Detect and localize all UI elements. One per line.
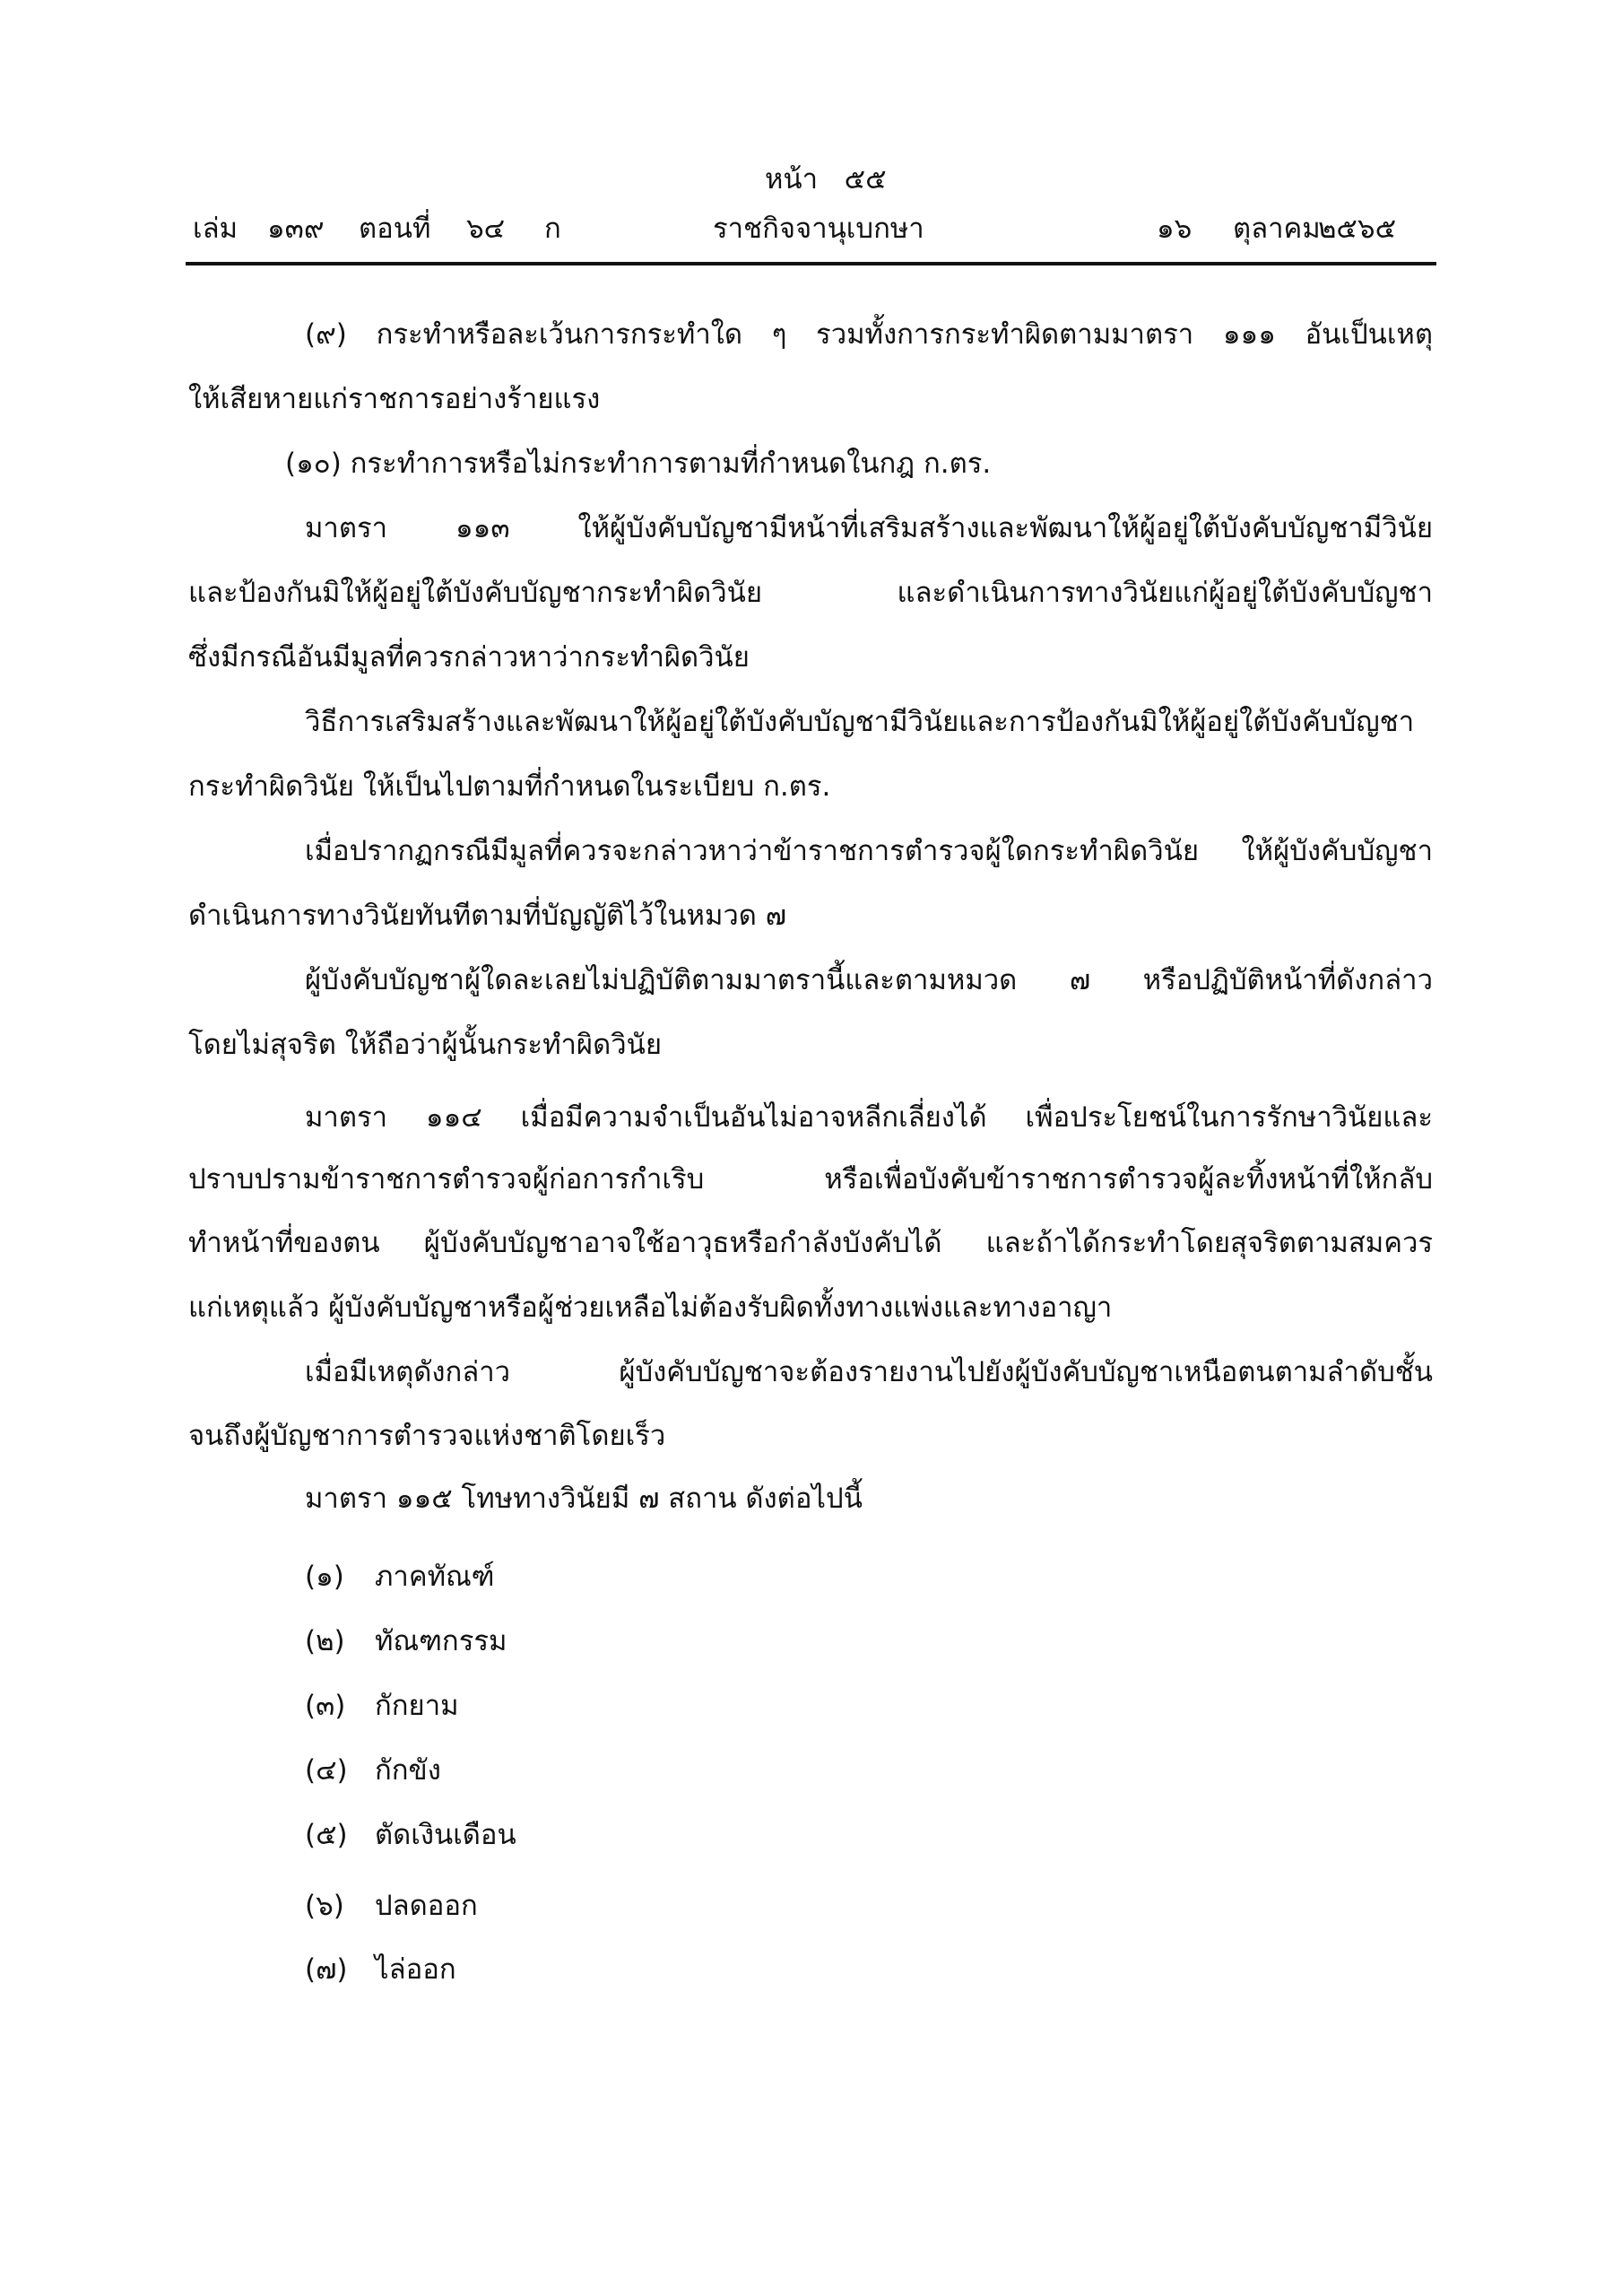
body-line-section-113: มาตรา ๑๑๓ ให้ผู้บังคับบัญชามีหน้าที่เสริมสร้างและพัฒนาให้ผู้อยู่ใต้บังคับบัญชามีวินัย: [305, 512, 1433, 544]
penalty-number: (๖): [305, 1890, 344, 1922]
date-year: ๒๕๖๕: [1318, 213, 1397, 245]
body-line: แก่เหตุแล้ว ผู้บังคับบัญชาหรือผู้ช่วยเหลือไม่ต้องรับผิดทั้งทางแพ่งและทางอาญา: [188, 1292, 1113, 1324]
body-line: ดำเนินการทางวินัยทันทีตามที่บัญญัติไว้ในหมวด ๗: [188, 900, 787, 932]
volume-label: เล่ม: [193, 213, 239, 245]
penalty-number: (๑): [305, 1561, 344, 1593]
date-month: ตุลาคม: [1233, 213, 1321, 245]
penalty-item: [305, 1622, 507, 1661]
body-line-paragraph: เมื่อปรากฏกรณีมีมูลที่ควรจะกล่าวหาว่าข้าราชการตำรวจผู้ใดกระทำผิดวินัย ให้ผู้บังคับบัญชา: [305, 835, 1433, 867]
penalty-number: (๗): [305, 1953, 348, 1986]
issue-number: ๖๔: [466, 213, 506, 245]
page-label: หน้า: [765, 163, 819, 196]
body-line-section-115: มาตรา ๑๑๕ โทษทางวินัยมี ๗ สถาน ดังต่อไปนี้: [305, 1483, 863, 1515]
penalty-label: ทัณฑกรรม: [375, 1625, 507, 1657]
issue-label: ตอนที่: [359, 213, 431, 245]
publication-title: ราชกิจจานุเบกษา: [713, 213, 924, 245]
penalty-label: ไล่ออก: [375, 1953, 456, 1986]
body-line-paragraph: ผู้บังคับบัญชาผู้ใดละเลยไม่ปฏิบัติตามมาตรานี้และตามหมวด ๗ หรือปฏิบัติหน้าที่ดังกล่าว: [305, 964, 1433, 996]
page-number: ๕๕: [844, 163, 887, 196]
body-line: กระทำผิดวินัย ให้เป็นไปตามที่กำหนดในระเบียบ ก.ตร.: [188, 770, 831, 803]
penalty-label: กักขัง: [375, 1754, 441, 1787]
date-day: ๑๖: [1157, 213, 1193, 245]
penalty-number: (๓): [305, 1690, 346, 1722]
body-line: ทำหน้าที่ของตน ผู้บังคับบัญชาอาจใช้อาวุธหรือกำลังบังคับได้ และถ้าได้กระทำโดยสุจริตตามสมควร: [188, 1227, 1433, 1259]
body-line-clause-9: (๙) กระทำหรือละเว้นการกระทำใด ๆ รวมทั้งการกระทำผิดตามมาตรา ๑๑๑ อันเป็นเหตุ: [305, 318, 1433, 351]
penalty-label: กักยาม: [375, 1690, 459, 1722]
body-line-paragraph: วิธีการเสริมสร้างและพัฒนาให้ผู้อยู่ใต้บังคับบัญชามีวินัยและการป้องกันมิให้ผู้อยู่ใต้บังคับบัญชา: [305, 706, 1415, 738]
penalty-item: [305, 1886, 478, 1926]
header-rule: [186, 262, 1436, 265]
penalty-number: (๒): [305, 1625, 345, 1657]
penalty-item: [305, 1751, 441, 1790]
body-line: ซึ่งมีกรณีอันมีมูลที่ควรกล่าวหาว่ากระทำผิดวินัย: [188, 641, 750, 674]
penalty-number: (๔): [305, 1754, 348, 1787]
penalty-item: [305, 1815, 516, 1855]
page-number-line: [765, 161, 887, 197]
issue-section: ก: [544, 213, 561, 245]
body-line: โดยไม่สุจริต ให้ถือว่าผู้นั้นกระทำผิดวินัย: [188, 1029, 662, 1061]
body-line: จนถึงผู้บัญชาการตำรวจแห่งชาติโดยเร็ว: [188, 1420, 666, 1452]
penalty-label: ปลดออก: [375, 1890, 478, 1922]
body-line-clause-10: (๑๐) กระทำการหรือไม่กระทำการตามที่กำหนดในกฎ ก.ตร.: [285, 448, 992, 480]
penalty-label: ภาคทัณฑ์: [375, 1561, 495, 1593]
body-line: ปราบปรามข้าราชการตำรวจผู้ก่อการกำเริบ หรือเพื่อบังคับข้าราชการตำรวจผู้ละทิ้งหน้าที่ให้กลับ: [188, 1163, 1433, 1196]
body-line-section-114: มาตรา ๑๑๔ เมื่อมีความจำเป็นอันไม่อาจหลีกเลี่ยงได้ เพื่อประโยชน์ในการรักษาวินัยและ: [305, 1101, 1433, 1134]
penalty-item: [305, 1686, 459, 1726]
penalty-item: [305, 1950, 456, 1989]
volume-number: ๑๓๙: [267, 213, 325, 245]
penalty-item: [305, 1557, 495, 1596]
body-line: ให้เสียหายแก่ราชการอย่างร้ายแรง: [188, 383, 601, 415]
body-line: และป้องกันมิให้ผู้อยู่ใต้บังคับบัญชากระทำผิดวินัย และดำเนินการทางวินัยแก่ผู้อยู่ใต้บังคับบัญชา: [188, 577, 1433, 609]
penalty-label: ตัดเงินเดือน: [375, 1819, 516, 1851]
body-line-paragraph: เมื่อมีเหตุดังกล่าว ผู้บังคับบัญชาจะต้องรายงานไปยังผู้บังคับบัญชาเหนือตนตามลำดับชั้น: [305, 1356, 1433, 1388]
penalty-number: (๕): [305, 1819, 348, 1851]
